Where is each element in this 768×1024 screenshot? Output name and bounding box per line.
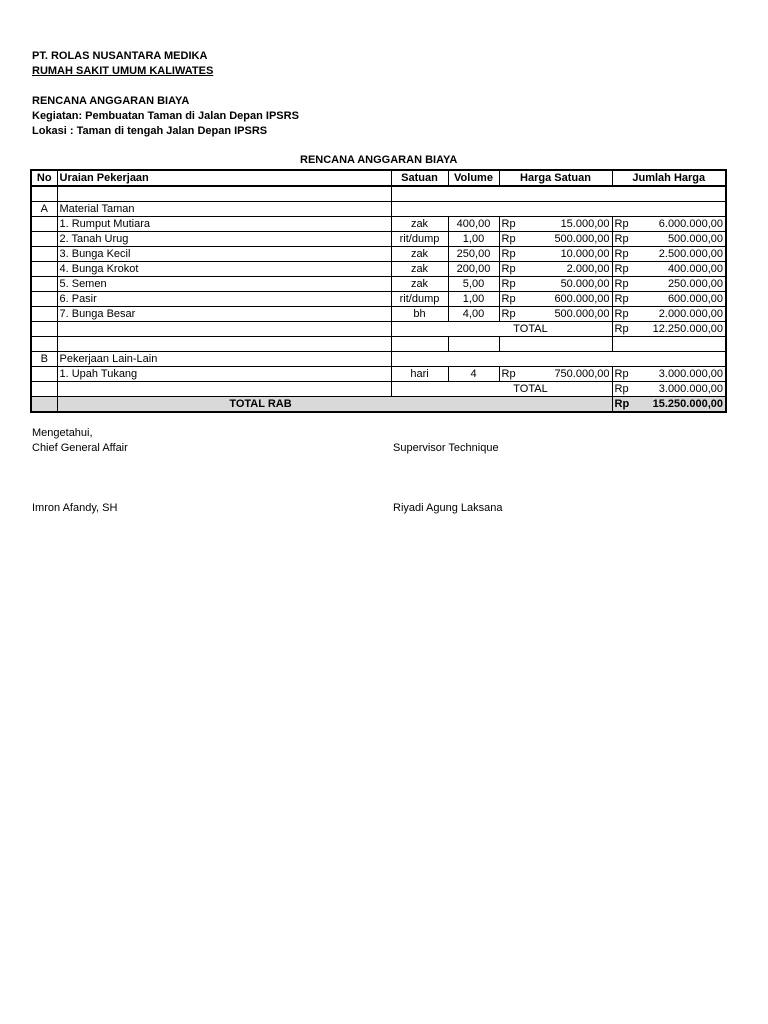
col-header-volume: Volume — [448, 170, 499, 186]
section-b-total-value: 3.000.000,00 — [634, 382, 726, 397]
row-jumlah-currency: Rp — [612, 217, 634, 232]
row-volume: 4 — [448, 367, 499, 382]
row-jumlah-currency: Rp — [612, 367, 634, 382]
row-volume: 1,00 — [448, 232, 499, 247]
row-no — [31, 232, 57, 247]
row-harga-currency: Rp — [499, 367, 521, 382]
kegiatan-line: Kegiatan: Pembuatan Taman di Jalan Depan IPSRS — [32, 110, 299, 122]
row-volume: 1,00 — [448, 292, 499, 307]
currency-label: Rp — [612, 382, 634, 397]
row-no — [31, 217, 57, 232]
row-satuan: zak — [391, 277, 448, 292]
row-harga-satuan: 500.000,00 — [521, 232, 612, 247]
section-b-total-label: TOTAL — [391, 382, 612, 397]
row-uraian: 6. Pasir — [57, 292, 391, 307]
row-harga-currency: Rp — [499, 277, 521, 292]
table-row — [31, 367, 726, 382]
row-satuan: zak — [391, 247, 448, 262]
right-signer-role: Supervisor Technique — [393, 442, 499, 454]
col-header-satuan: Satuan — [391, 170, 448, 186]
row-no — [31, 307, 57, 322]
row-harga-satuan: 50.000,00 — [521, 277, 612, 292]
currency-label: Rp — [612, 322, 634, 337]
row-uraian: 5. Semen — [57, 277, 391, 292]
row-jumlah-currency: Rp — [612, 292, 634, 307]
section-code: A — [31, 202, 57, 217]
section-b-row — [31, 352, 726, 367]
row-uraian: 7. Bunga Besar — [57, 307, 391, 322]
grand-total-label: TOTAL RAB — [57, 397, 612, 413]
col-header-jumlah-harga: Jumlah Harga — [612, 170, 726, 186]
row-harga-currency: Rp — [499, 232, 521, 247]
budget-table — [30, 169, 727, 413]
row-harga-currency: Rp — [499, 307, 521, 322]
section-a-total-value: 12.250.000,00 — [634, 322, 726, 337]
row-harga-currency: Rp — [499, 247, 521, 262]
row-satuan: rit/dump — [391, 232, 448, 247]
row-uraian: 1. Upah Tukang — [57, 367, 391, 382]
row-jumlah-harga: 400.000,00 — [634, 262, 726, 277]
row-volume: 5,00 — [448, 277, 499, 292]
hospital-name: RUMAH SAKIT UMUM KALIWATES — [32, 65, 214, 77]
section-b-total-row — [31, 382, 726, 397]
row-satuan: zak — [391, 217, 448, 232]
row-harga-satuan: 600.000,00 — [521, 292, 612, 307]
spacer-row — [31, 337, 726, 352]
table-row — [31, 292, 726, 307]
right-signer-name: Riyadi Agung Laksana — [393, 502, 503, 514]
row-jumlah-harga: 3.000.000,00 — [634, 367, 726, 382]
row-jumlah-harga: 6.000.000,00 — [634, 217, 726, 232]
document-title: RENCANA ANGGARAN BIAYA — [32, 95, 190, 107]
row-satuan: bh — [391, 307, 448, 322]
row-harga-currency: Rp — [499, 262, 521, 277]
grand-total-row — [31, 397, 726, 413]
table-row — [31, 217, 726, 232]
row-volume: 250,00 — [448, 247, 499, 262]
row-harga-satuan: 2.000,00 — [521, 262, 612, 277]
col-header-uraian: Uraian Pekerjaan — [57, 170, 391, 186]
row-jumlah-harga: 2.500.000,00 — [634, 247, 726, 262]
row-uraian: 2. Tanah Urug — [57, 232, 391, 247]
row-satuan: rit/dump — [391, 292, 448, 307]
table-header-row — [31, 170, 726, 186]
row-volume: 4,00 — [448, 307, 499, 322]
section-a-total-label: TOTAL — [391, 322, 612, 337]
left-signer-name: Imron Afandy, SH — [32, 502, 118, 514]
row-jumlah-currency: Rp — [612, 262, 634, 277]
row-no — [31, 277, 57, 292]
currency-label: Rp — [612, 397, 634, 413]
row-harga-satuan: 10.000,00 — [521, 247, 612, 262]
row-jumlah-harga: 2.000.000,00 — [634, 307, 726, 322]
row-satuan: zak — [391, 262, 448, 277]
table-row — [31, 262, 726, 277]
section-title: Material Taman — [57, 202, 391, 217]
section-a-row — [31, 202, 726, 217]
row-no — [31, 247, 57, 262]
row-harga-currency: Rp — [499, 292, 521, 307]
section-code: B — [31, 352, 57, 367]
row-jumlah-harga: 600.000,00 — [634, 292, 726, 307]
table-title: RENCANA ANGGARAN BIAYA — [300, 154, 458, 166]
row-volume: 400,00 — [448, 217, 499, 232]
row-no — [31, 367, 57, 382]
left-signer-role: Chief General Affair — [32, 442, 128, 454]
section-a-total-row — [31, 322, 726, 337]
lokasi-line: Lokasi : Taman di tengah Jalan Depan IPSRS — [32, 125, 268, 137]
row-no — [31, 292, 57, 307]
table-row — [31, 232, 726, 247]
row-jumlah-currency: Rp — [612, 277, 634, 292]
table-row — [31, 277, 726, 292]
row-jumlah-currency: Rp — [612, 307, 634, 322]
row-uraian: 3. Bunga Kecil — [57, 247, 391, 262]
row-jumlah-currency: Rp — [612, 247, 634, 262]
row-volume: 200,00 — [448, 262, 499, 277]
row-harga-currency: Rp — [499, 217, 521, 232]
col-header-no: No — [31, 170, 57, 186]
row-harga-satuan: 15.000,00 — [521, 217, 612, 232]
company-name: PT. ROLAS NUSANTARA MEDIKA — [32, 50, 208, 62]
row-jumlah-harga: 250.000,00 — [634, 277, 726, 292]
row-no — [31, 262, 57, 277]
row-uraian: 4. Bunga Krokot — [57, 262, 391, 277]
row-harga-satuan: 750.000,00 — [521, 367, 612, 382]
row-satuan: hari — [391, 367, 448, 382]
col-header-harga-satuan: Harga Satuan — [499, 170, 612, 186]
row-jumlah-harga: 500.000,00 — [634, 232, 726, 247]
spacer-row — [31, 186, 726, 202]
row-harga-satuan: 500.000,00 — [521, 307, 612, 322]
row-jumlah-currency: Rp — [612, 232, 634, 247]
grand-total-value: 15.250.000,00 — [634, 397, 726, 413]
table-row — [31, 247, 726, 262]
row-uraian: 1. Rumput Mutiara — [57, 217, 391, 232]
table-row — [31, 307, 726, 322]
section-title: Pekerjaan Lain-Lain — [57, 352, 391, 367]
acknowledged-label: Mengetahui, — [32, 427, 93, 439]
